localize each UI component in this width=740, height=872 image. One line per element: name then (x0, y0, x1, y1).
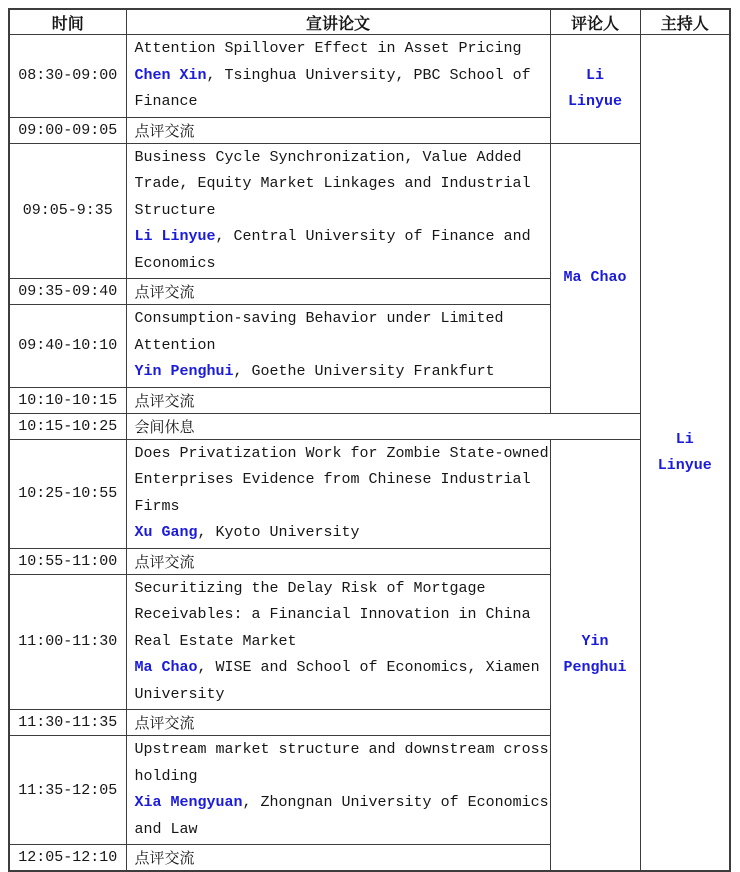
presenter-name: Chen Xin (134, 66, 207, 84)
discussant-cell-1: Li Linyue (550, 35, 640, 144)
discussant-cell-3: Yin Penghui (550, 439, 640, 871)
session-row-4 (9, 439, 730, 548)
break-row (9, 413, 730, 439)
time-cell: 09:00-09:05 (9, 117, 126, 143)
header-row (9, 9, 730, 35)
presenter-affiliation: , WISE and School of Economics, Xiamen University (134, 659, 540, 703)
chair-cell: Li Linyue (640, 35, 730, 872)
discussion-cell: 点评交流 (126, 117, 550, 143)
presenter-affiliation: , Tsinghua University, PBC School of Finance (134, 66, 531, 110)
discussion-cell: 点评交流 (126, 548, 550, 574)
time-cell: 10:55-11:00 (9, 548, 126, 574)
paper-cell (126, 439, 550, 548)
session-row-1 (9, 35, 730, 118)
paper-title: Upstream market structure and downstream cross holding (134, 741, 549, 785)
paper-cell (126, 143, 550, 279)
discussant-cell-2: Ma Chao (550, 143, 640, 413)
paper-cell (126, 35, 550, 118)
paper-title: Does Privatization Work for Zombie State-owned Enterprises Evidence from Chinese Industrial Firms (134, 444, 549, 515)
presenter-affiliation: , Zhongnan University of Economics and Law (134, 794, 549, 838)
paper-author (135, 520, 550, 547)
session-row-2 (9, 143, 730, 279)
header-time: 时间 (9, 9, 126, 35)
presenter-affiliation: , Central University of Finance and Economics (134, 228, 531, 272)
presenter-name: Xia Mengyuan (134, 794, 243, 811)
presenter-name: Li Linyue (134, 228, 216, 245)
paper-author (135, 790, 550, 843)
paper-cell (126, 736, 550, 845)
time-cell: 09:05-9:35 (9, 143, 126, 279)
time-cell: 08:30-09:00 (9, 35, 126, 118)
time-cell: 09:35-09:40 (9, 279, 126, 305)
schedule-table (8, 8, 731, 872)
time-cell: 10:10-10:15 (9, 387, 126, 413)
discussion-cell: 点评交流 (126, 279, 550, 305)
presenter-name: Ma Chao (134, 659, 198, 676)
discussion-cell: 点评交流 (126, 710, 550, 736)
paper-author (135, 655, 550, 708)
paper-cell (126, 574, 550, 710)
presenter-name: Yin Penghui (134, 363, 234, 380)
presenter-affiliation: , Kyoto University (197, 524, 360, 541)
header-chair: 主持人 (640, 9, 730, 35)
presenter-name: Xu Gang (134, 524, 198, 541)
time-cell: 10:25-10:55 (9, 439, 126, 548)
paper-author (135, 63, 550, 116)
time-cell: 11:35-12:05 (9, 736, 126, 845)
paper-author (135, 224, 550, 277)
time-cell: 11:00-11:30 (9, 574, 126, 710)
discussion-cell: 点评交流 (126, 845, 550, 872)
paper-title: Consumption-saving Behavior under Limited Attention (134, 310, 504, 354)
header-paper: 宣讲论文 (126, 9, 550, 35)
time-cell: 11:30-11:35 (9, 710, 126, 736)
break-cell: 会间休息 (126, 413, 640, 439)
time-cell: 09:40-10:10 (9, 305, 126, 388)
paper-title: Securitizing the Delay Risk of Mortgage Receivables: a Financial Innovation in China Real Estate Market (134, 579, 531, 650)
paper-title: Attention Spillover Effect in Asset Pricing (134, 40, 522, 57)
discussion-cell: 点评交流 (126, 387, 550, 413)
presenter-affiliation: , Goethe University Frankfurt (233, 363, 495, 380)
paper-title: Business Cycle Synchronization, Value Added Trade, Equity Market Linkages and Industrial Structure (134, 148, 531, 219)
time-cell: 10:15-10:25 (9, 413, 126, 439)
time-cell: 12:05-12:10 (9, 845, 126, 872)
paper-cell (126, 305, 550, 388)
header-discussant: 评论人 (550, 9, 640, 35)
paper-author (135, 359, 550, 386)
